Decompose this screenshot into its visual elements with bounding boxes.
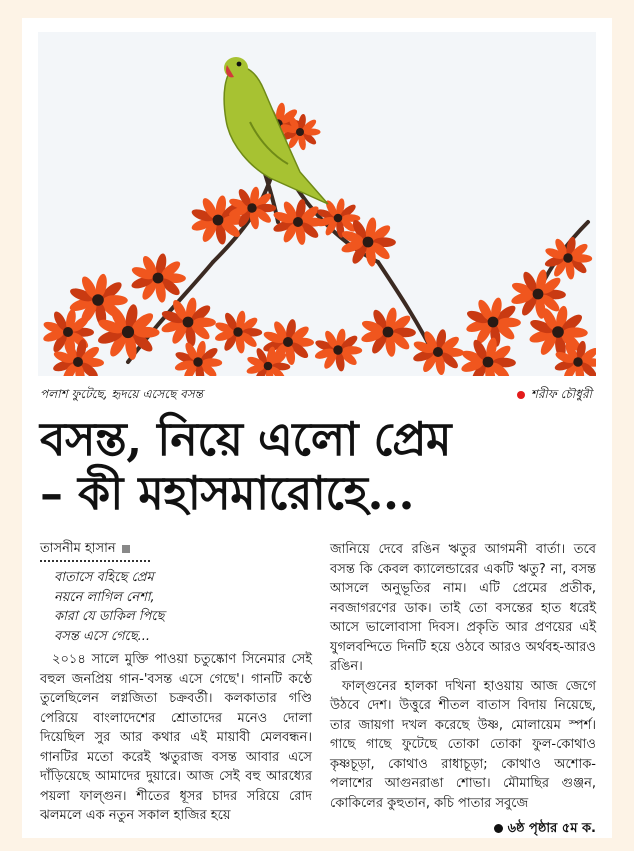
byline-square-icon [122, 545, 130, 553]
article-column-right [330, 540, 596, 839]
article-photo [38, 32, 596, 376]
caption-text: পলাশ ফুটেছে, হৃদয়ে এসেছে বসন্ত [40, 387, 203, 401]
continued-bullet-icon [494, 824, 503, 833]
byline [40, 540, 312, 558]
poem-line: বসন্ত এসে গেছে... [54, 628, 151, 644]
parrot-on-palash-flowers-photo [38, 32, 596, 376]
poem-line: বাতাসে বহিছে প্রেম [54, 570, 154, 585]
author-name: তাসনীম হাসান [40, 541, 116, 556]
article-paragraph-2: জানিয়ে দেবে রঙিন ঋতুর আগমনী বার্তা। তবে বসন্ত কি কেবল ক্যালেন্ডারের একটি ঋতু? না, বসন্ত আসলে অনুভূতির নাম। এটি প্রেমের প্রতীক, নবজাগরণের ডাক। তাই তো বসন্তের হাত ধরেই আসে ভালোবাসা দিবস। প্রকৃতি আর প্রণয়ের এই যুগলবন্দিতে দিনটি হয়ে ওঠবে আরও অর্থবহ-আরও রঙিন। [330, 542, 596, 674]
poem-line: নয়নে লাগিল নেশা, [54, 589, 155, 605]
continued-on[interactable] [330, 819, 596, 839]
headline-line-1: বসন্ত, নিয়ে এলো প্রেম [40, 412, 452, 466]
headline-line-2: – কী মহাসমারোহে... [40, 466, 415, 520]
photo-caption [38, 384, 596, 404]
poem-quote [40, 568, 312, 646]
article-column-left [40, 540, 312, 826]
headline [40, 412, 600, 520]
photographer-name: শরীফ চৌধুরী [530, 387, 592, 401]
poem-line: কারা যে ডাকিল পিছে [54, 609, 165, 624]
continued-label: ৬ষ্ঠ পৃষ্ঠার ৫ম ক. [507, 821, 596, 836]
byline-divider [40, 560, 150, 562]
photo-credit [517, 386, 592, 406]
credit-bullet-icon [517, 391, 525, 399]
article-paragraph-3: ফাল্গুনের হালকা দখিনা হাওয়ায় আজ জেগে উঠবে দেশ। উত্তুরে শীতল বাতাস বিদায় নিয়েছে, তার জায়গা দখল করেছে উষ্ণ, মোলায়েম স্পর্শ। গাছে গাছে ফুটেছে তোকা তোকা ফুল-কোথাও কৃষ্ণচূড়া, কোথাও রাধাচূড়া; কোথাও অশোক-পলাশের আগুনরাঙা শোভা। মৌমাছির গুঞ্জন, কোকিলের কুহুতান, কচি পাতার সবুজে [330, 678, 596, 811]
article-paragraph-1: ২০১৪ সালে মুক্তি পাওয়া চতুষ্কোণ সিনেমার সেই বহুল জনপ্রিয় গান-'বসন্ত এসে গেছে'। গানটি কণ্ঠে তুলেছিলেন লগ্নজিতা চক্রবর্তী। কলকাতার গণ্ডি পেরিয়ে বাংলাদেশের শ্রোতাদের মনেও দোলা দিয়েছিল সুর আর কথার এই মায়াবী মেলবন্ধন। গানটির মতো করেই ঋতুরাজ বসন্ত আবার এসে দাঁড়িয়েছে আমাদের দুয়ারে। আজ সেই বহু আরধ্যের পয়লা ফাল্গুন। শীতের ধূসর চাদর সরিয়ে রোদ ঝলমলে এক নতুন সকাল হাজির হয়ে [40, 652, 312, 823]
